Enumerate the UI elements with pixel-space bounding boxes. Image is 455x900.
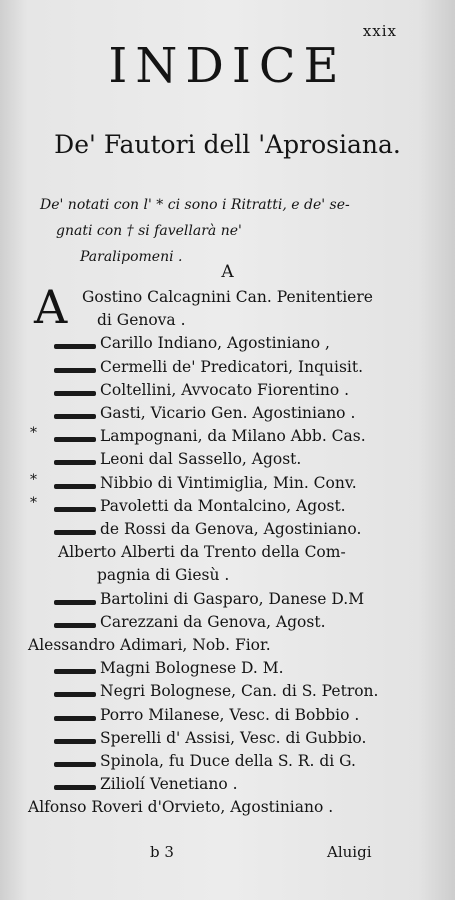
entry-text: Cermelli de' Predicatori, Inquisit. [100,357,364,376]
entry-text: Lampognani, da Milano Abb. Cas. [100,427,366,446]
drop-capital: A [34,280,68,334]
intro-note [40,192,430,270]
asterisk-mark: * [30,425,37,442]
ditto-dash [54,762,96,767]
note-line: Paralipomeni . [80,249,183,265]
entry-text: di Genova . [97,311,186,330]
ditto-dash [54,391,96,396]
note-line: gnati con † si favellarà ne' [56,223,242,239]
ditto-dash [54,530,96,535]
ditto-dash [54,600,96,605]
entry-text: Gasti, Vicario Gen. Agostiniano . [100,404,356,422]
entry-text: pagnia di Giesù . [97,566,230,585]
ditto-dash [54,623,96,628]
entry-text: Carillo Indiano, Agostiniano , [100,334,330,353]
ditto-dash [54,739,96,744]
index-entry [0,566,455,590]
index-entry [0,358,455,382]
index-entry [0,381,455,405]
index-entry [0,775,455,799]
index-entry [0,311,455,335]
ditto-dash [54,414,96,419]
entry-text: Carezzani da Genova, Agost. [100,612,326,631]
entry-text: Coltellini, Avvocato Fiorentino . [100,380,349,399]
entry-text: Gostino Calcagnini Can. Penitentiere [82,288,373,306]
index-entry [0,404,455,428]
catchword: Aluigi [327,843,372,861]
entry-text: Negri Bolognese, Can. di S. Petron. [100,682,379,701]
index-entry [0,613,455,637]
index-entry [0,427,455,451]
ditto-dash [54,368,96,373]
entry-text: Nibbio di Vintimiglia, Min. Conv. [100,473,357,492]
page-title: INDICE [108,38,347,94]
index-entry [0,494,455,521]
index-entry [0,520,455,544]
ditto-dash [54,692,96,697]
entry-text: Alessandro Adimari, Nob. Fior. [28,636,271,654]
ditto-dash [54,460,96,465]
entry-text: Alfonso Roveri d'Orvieto, Agostiniano . [28,798,334,817]
entry-text: Spinola, fu Duce della S. R. di G. [100,752,356,770]
index-entry [0,682,455,706]
entry-text: Magni Bolognese D. M. [100,659,284,678]
index-entry [0,288,455,312]
signature-mark: b 3 [150,843,174,861]
entry-text: Alberto Alberti da Trento della Com- [58,543,346,562]
entry-text: Leoni dal Sassello, Agost. [100,450,302,469]
entry-text: de Rossi da Genova, Agostiniano. [100,520,362,538]
entry-text: Pavoletti da Montalcino, Agost. [100,496,346,515]
ditto-dash [54,344,96,349]
index-entry [0,543,455,567]
index-entry [0,659,455,683]
index-entry [0,334,455,358]
asterisk-mark: * [30,471,37,488]
entry-text: Sperelli d' Assisi, Vesc. di Gubbio. [100,728,367,747]
entry-text: Bartolini di Gasparo, Danese D.M [100,589,365,608]
index-entry [0,636,455,660]
ditto-dash [54,507,96,512]
entry-text: Porro Milanese, Vesc. di Bobbio . [100,705,360,724]
ditto-dash [54,716,96,721]
index-entry [0,590,455,614]
section-letter: A [221,262,234,282]
page-subtitle: De' Fautori dell 'Aprosiana. [54,130,401,159]
index-entry [0,729,455,753]
note-line: De' notati con l' * ci sono i Ritratti, e de' se- [40,197,350,213]
page-number: xxix [362,22,397,40]
ditto-dash [54,484,96,489]
entry-text: Ziliolí Venetiano . [100,775,238,794]
index-entry [0,752,455,776]
ditto-dash [54,785,96,790]
index-entry [0,706,455,730]
index-entry [0,471,455,498]
ditto-dash [54,437,96,442]
index-entry [0,798,455,822]
index-entry [0,450,455,474]
asterisk-mark: * [30,494,37,511]
ditto-dash [54,669,96,674]
page-footer [0,843,455,867]
